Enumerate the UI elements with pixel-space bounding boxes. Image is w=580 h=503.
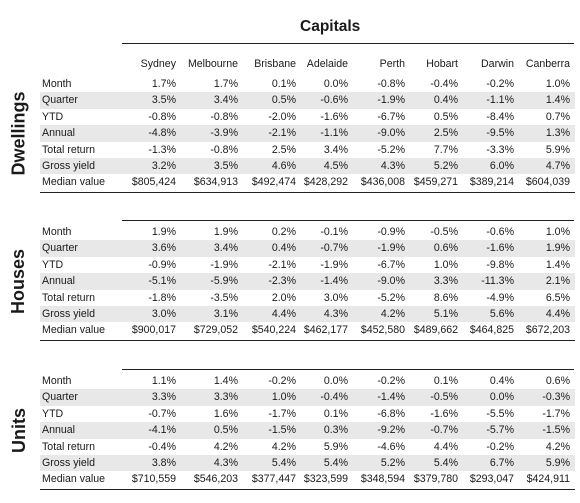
table-cell: 4.2%	[545, 440, 570, 453]
row-label: Quarter	[42, 391, 78, 404]
table-cell: -0.7%	[320, 242, 348, 255]
table-cell: $900,017	[131, 324, 176, 337]
table-cell: 1.7%	[213, 78, 238, 90]
table-cell: 3.4%	[213, 242, 238, 255]
table-cell: -5.2%	[377, 143, 405, 156]
table-cell: 3.4%	[323, 143, 348, 156]
table-cell: 0.1%	[433, 375, 458, 387]
table-cell: 1.0%	[545, 78, 570, 90]
table-cell: 1.9%	[151, 226, 176, 238]
table-cell: 0.4%	[433, 94, 458, 107]
table-cell: 3.2%	[151, 160, 176, 172]
table-cell: 4.3%	[380, 160, 405, 172]
table-cell: -1.6%	[486, 242, 514, 255]
table-cell: -4.8%	[148, 127, 176, 140]
table-cell: -0.7%	[430, 424, 458, 437]
row-label: Month	[42, 78, 72, 90]
table-cell: -6.7%	[377, 258, 405, 271]
table-cell: 1.0%	[271, 391, 296, 404]
table-cell: -9.0%	[377, 127, 405, 140]
table-cell: -1.6%	[430, 407, 458, 420]
table-row	[40, 306, 575, 322]
table-cell: -0.4%	[148, 440, 176, 453]
section-top-rule	[122, 369, 574, 370]
section-label-dwellings	[2, 76, 36, 191]
table-cell: 2.1%	[545, 275, 570, 288]
table-cell: -4.9%	[486, 291, 514, 304]
table-cell: -0.9%	[148, 258, 176, 271]
table-cell: -2.3%	[268, 275, 296, 288]
table-cell: -4.6%	[377, 440, 405, 453]
table-cell: $540,224	[251, 324, 296, 337]
table-cell: $452,580	[360, 324, 405, 337]
table-cell: 5.4%	[271, 457, 296, 469]
table-row	[40, 92, 575, 108]
table-row	[40, 240, 575, 256]
table-cell: 3.0%	[323, 291, 348, 304]
table-cell: -0.8%	[377, 78, 405, 90]
table-cell: 0.6%	[545, 375, 570, 387]
table-cell: 3.4%	[213, 94, 238, 107]
table-row	[40, 373, 575, 389]
row-label: Total return	[42, 143, 95, 156]
row-label: Total return	[42, 291, 95, 304]
table-cell: -1.4%	[320, 275, 348, 288]
section-bottom-rule	[40, 489, 575, 490]
table-cell: 0.3%	[323, 424, 348, 437]
table-cell: 5.4%	[323, 457, 348, 469]
table-cell: $323,599	[303, 473, 348, 486]
table-cell: $604,039	[525, 176, 570, 189]
row-label: Gross yield	[42, 160, 95, 172]
section-label-text: Dwellings	[8, 91, 29, 176]
table-cell: $489,662	[413, 324, 458, 337]
row-label: Median value	[42, 324, 106, 337]
table-cell: 1.9%	[545, 242, 570, 255]
table-cell: 5.6%	[489, 308, 514, 320]
table-cell: $379,780	[413, 473, 458, 486]
table-cell: -2.0%	[268, 110, 296, 123]
table-cell: 1.9%	[213, 226, 238, 238]
table-cell: $805,424	[131, 176, 176, 189]
table-cell: 0.0%	[489, 391, 514, 404]
table-cell: 5.9%	[545, 143, 570, 156]
table-cell: $462,177	[303, 324, 348, 337]
table-row	[40, 257, 575, 273]
table-cell: -0.2%	[377, 375, 405, 387]
row-label: Quarter	[42, 94, 78, 107]
table-cell: -5.1%	[148, 275, 176, 288]
row-label: Median value	[42, 176, 106, 189]
table-cell: 6.5%	[545, 291, 570, 304]
table-row	[40, 322, 575, 338]
row-label: Gross yield	[42, 457, 95, 469]
table-cell: -3.9%	[210, 127, 238, 140]
table-cell: 4.4%	[433, 440, 458, 453]
table-cell: 1.4%	[213, 375, 238, 387]
table-cell: 5.9%	[545, 457, 570, 469]
table-cell: $634,913	[193, 176, 238, 189]
table-cell: 0.5%	[213, 424, 238, 437]
table-cell: 1.4%	[545, 94, 570, 107]
row-label: YTD	[42, 258, 64, 271]
table-cell: 7.7%	[433, 143, 458, 156]
table-cell: 5.2%	[380, 457, 405, 469]
section-top-rule	[122, 220, 574, 221]
table-cell: -0.9%	[377, 226, 405, 238]
table-cell: 0.7%	[545, 110, 570, 123]
table-title: Capitals	[300, 18, 361, 35]
table-row	[40, 142, 575, 158]
table-row	[40, 290, 575, 306]
table-cell: -1.7%	[268, 407, 296, 420]
table-cell: -1.9%	[210, 258, 238, 271]
table-cell: 4.4%	[545, 308, 570, 320]
table-cell: -1.4%	[377, 391, 405, 404]
table-cell: -5.9%	[210, 275, 238, 288]
row-label: Annual	[42, 275, 75, 288]
table-cell: -5.7%	[486, 424, 514, 437]
table-cell: -9.8%	[486, 258, 514, 271]
table-cell: $389,214	[469, 176, 514, 189]
table-cell: 4.5%	[323, 160, 348, 172]
table-cell: $377,447	[251, 473, 296, 486]
column-header-perth: Perth	[379, 58, 405, 70]
table-cell: -0.4%	[320, 391, 348, 404]
section-label-units	[2, 373, 36, 488]
table-cell: 0.0%	[323, 375, 348, 387]
table-cell: -6.8%	[377, 407, 405, 420]
table-cell: -1.1%	[320, 127, 348, 140]
table-cell: 5.1%	[433, 308, 458, 320]
table-cell: -0.2%	[486, 440, 514, 453]
table-cell: 3.0%	[151, 308, 176, 320]
table-cell: 4.6%	[271, 160, 296, 172]
table-cell: 4.7%	[545, 160, 570, 172]
table-cell: $293,047	[469, 473, 514, 486]
column-header-adelaide: Adelaide	[306, 58, 348, 70]
table-cell: 1.6%	[213, 407, 238, 420]
table-cell: -1.6%	[320, 110, 348, 123]
table-cell: 0.4%	[271, 242, 296, 255]
table-cell: 8.6%	[433, 291, 458, 304]
table-cell: 0.1%	[323, 407, 348, 420]
table-cell: 2.5%	[271, 143, 296, 156]
table-cell: -1.8%	[148, 291, 176, 304]
table-cell: -0.2%	[486, 78, 514, 90]
table-cell: -11.3%	[481, 275, 514, 288]
table-cell: 0.2%	[271, 226, 296, 238]
column-header-canberra: Canberra	[525, 58, 570, 70]
table-row	[40, 109, 575, 125]
table-cell: -0.7%	[148, 407, 176, 420]
row-label: YTD	[42, 407, 64, 420]
table-cell: -5.5%	[486, 407, 514, 420]
table-cell: 5.9%	[323, 440, 348, 453]
table-cell: -0.6%	[320, 94, 348, 107]
table-cell: 3.6%	[151, 242, 176, 255]
row-label: Annual	[42, 127, 75, 140]
column-header-melbourne: Melbourne	[187, 58, 238, 70]
table-cell: -1.9%	[377, 94, 405, 107]
table-cell: -0.8%	[210, 110, 238, 123]
table-cell: -1.9%	[377, 242, 405, 255]
table-cell: -4.1%	[148, 424, 176, 437]
table-cell: $546,203	[193, 473, 238, 486]
table-cell: -0.4%	[430, 78, 458, 90]
table-cell: 3.5%	[151, 94, 176, 107]
column-header-hobart: Hobart	[426, 58, 458, 70]
table-row	[40, 406, 575, 422]
row-label: Month	[42, 226, 72, 238]
row-label: Median value	[42, 473, 106, 486]
table-cell: -0.8%	[210, 143, 238, 156]
column-header-darwin: Darwin	[481, 58, 514, 70]
table-cell: 1.0%	[545, 226, 570, 238]
table-row	[40, 455, 575, 471]
row-label: Gross yield	[42, 308, 95, 320]
section-label-houses	[2, 224, 36, 339]
table-cell: $672,203	[525, 324, 570, 337]
section-label-text: Units	[8, 407, 29, 453]
table-cell: 2.5%	[433, 127, 458, 140]
table-cell: -3.5%	[210, 291, 238, 304]
table-cell: 1.4%	[545, 258, 570, 271]
table-cell: 4.2%	[271, 440, 296, 453]
section-label-text: Houses	[8, 248, 29, 314]
row-label: Quarter	[42, 242, 78, 255]
table-cell: 3.8%	[151, 457, 176, 469]
table-cell: 6.0%	[489, 160, 514, 172]
table-cell: 3.1%	[213, 308, 238, 320]
table-cell: 0.4%	[489, 375, 514, 387]
table-cell: -0.6%	[486, 226, 514, 238]
table-cell: -5.2%	[377, 291, 405, 304]
table-cell: 6.7%	[489, 457, 514, 469]
section-bottom-rule	[40, 340, 575, 341]
table-cell: 0.6%	[433, 242, 458, 255]
table-cell: 0.5%	[271, 94, 296, 107]
table-row	[40, 422, 575, 438]
table-cell: $428,292	[303, 176, 348, 189]
table-row	[40, 224, 575, 240]
table-row	[40, 389, 575, 405]
table-cell: -0.5%	[430, 226, 458, 238]
table-row	[40, 471, 575, 487]
table-cell: $436,008	[360, 176, 405, 189]
table-cell: 3.5%	[213, 160, 238, 172]
table-cell: $459,271	[413, 176, 458, 189]
table-cell: 4.2%	[380, 308, 405, 320]
table-cell: 3.3%	[213, 391, 238, 404]
table-cell: 1.7%	[151, 78, 176, 90]
table-cell: -6.7%	[377, 110, 405, 123]
table-cell: -0.3%	[542, 391, 570, 404]
table-cell: -1.5%	[268, 424, 296, 437]
table-cell: 2.0%	[271, 291, 296, 304]
table-cell: 3.3%	[151, 391, 176, 404]
table-row	[40, 439, 575, 455]
table-cell: 1.1%	[151, 375, 176, 387]
table-cell: -0.5%	[430, 391, 458, 404]
row-label: Annual	[42, 424, 75, 437]
table-cell: -3.3%	[486, 143, 514, 156]
table-cell: 1.3%	[545, 127, 570, 140]
table-cell: -1.3%	[148, 143, 176, 156]
table-cell: -1.9%	[320, 258, 348, 271]
table-cell: 3.3%	[433, 275, 458, 288]
table-cell: 4.3%	[323, 308, 348, 320]
table-row	[40, 174, 575, 190]
table-cell: $348,594	[360, 473, 405, 486]
table-row	[40, 273, 575, 289]
table-cell: 4.2%	[213, 440, 238, 453]
table-cell: 5.2%	[433, 160, 458, 172]
table-row	[40, 76, 575, 92]
table-cell: -2.1%	[268, 127, 296, 140]
table-cell: $464,825	[469, 324, 514, 337]
table-cell: 1.0%	[433, 258, 458, 271]
row-label: Total return	[42, 440, 95, 453]
table-cell: 0.0%	[323, 78, 348, 90]
table-cell: -1.1%	[486, 94, 514, 107]
table-cell: -8.4%	[486, 110, 514, 123]
table-cell: 4.3%	[213, 457, 238, 469]
table-cell: $729,052	[193, 324, 238, 337]
row-label: Month	[42, 375, 72, 387]
column-header-sydney: Sydney	[140, 58, 176, 70]
table-cell: $710,559	[131, 473, 176, 486]
table-cell: 4.4%	[271, 308, 296, 320]
table-cell: -0.1%	[320, 226, 348, 238]
table-cell: -9.5%	[486, 127, 514, 140]
table-cell: -0.2%	[268, 375, 296, 387]
table-cell: 0.5%	[433, 110, 458, 123]
row-label: YTD	[42, 110, 64, 123]
table-row	[40, 158, 575, 174]
table-cell: -0.8%	[148, 110, 176, 123]
table-cell: -9.2%	[377, 424, 405, 437]
table-row	[40, 125, 575, 141]
table-cell: $492,474	[251, 176, 296, 189]
table-cell: -1.5%	[542, 424, 570, 437]
section-bottom-rule	[40, 192, 575, 193]
table-cell: -1.7%	[542, 407, 570, 420]
table-cell: -9.0%	[377, 275, 405, 288]
table-cell: 5.4%	[433, 457, 458, 469]
column-header-brisbane: Brisbane	[254, 58, 296, 70]
table-cell: -2.1%	[268, 258, 296, 271]
table-cell: 0.1%	[271, 78, 296, 90]
table-cell: $424,911	[526, 473, 570, 486]
